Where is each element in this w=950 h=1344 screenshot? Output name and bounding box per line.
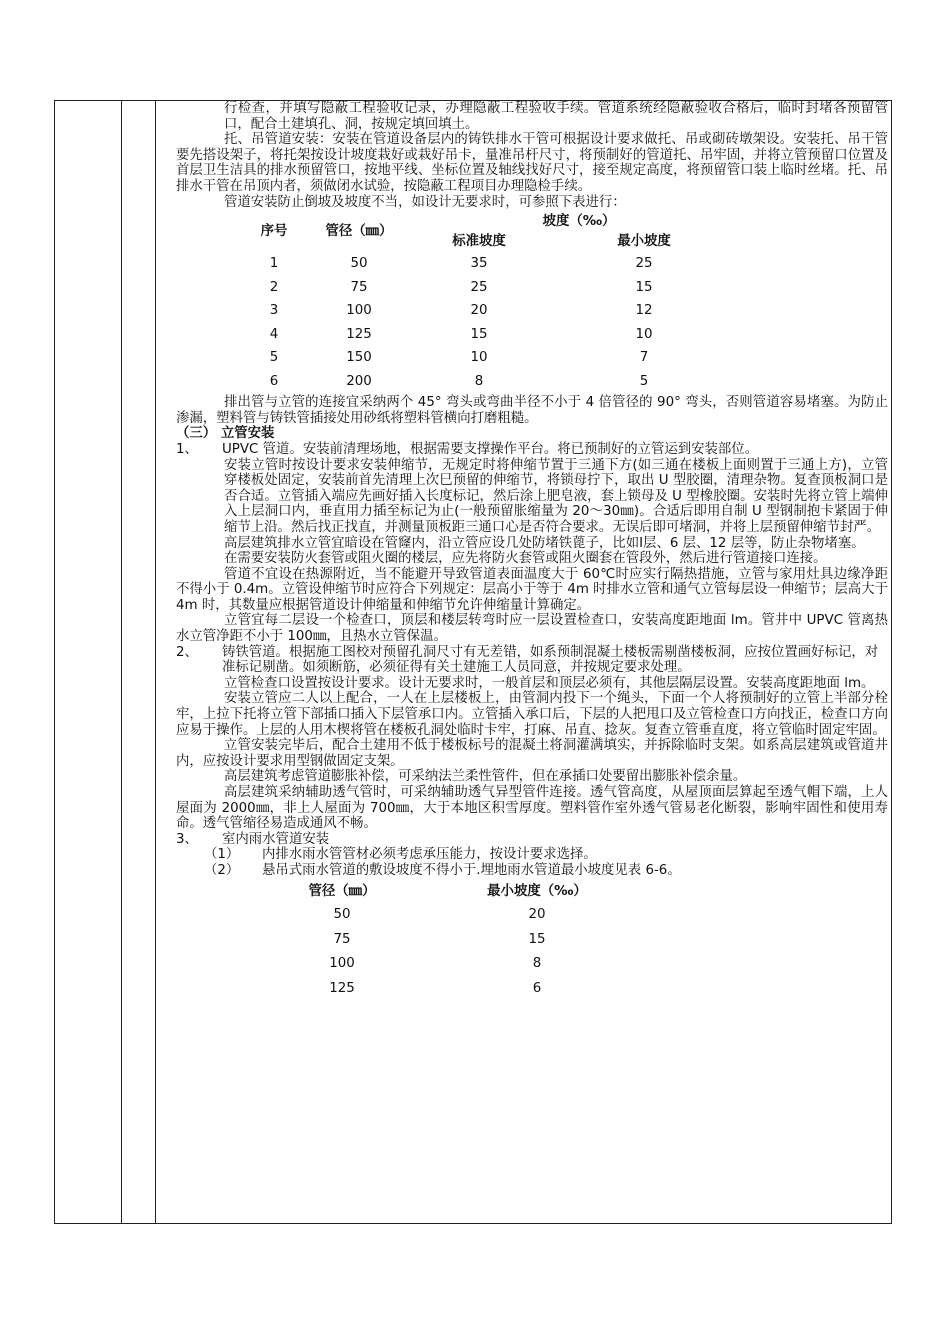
paragraph: 立管安装完毕后，配合土建用不低于楼板标号的混凝土将洞灌满填实，并拆除临时支架。如系高层建筑或管道井内，应按设计要求用型钢做固定支架。 bbox=[176, 738, 888, 769]
table-row bbox=[244, 252, 744, 276]
table-row bbox=[272, 976, 662, 1001]
table-row bbox=[272, 927, 662, 952]
document-body bbox=[176, 101, 888, 1001]
table-row bbox=[244, 346, 744, 370]
cell: 6 bbox=[532, 980, 542, 996]
sub-item-2 bbox=[176, 863, 888, 879]
item-text: 铸铁管道。根据施工图校对预留孔洞尺寸有无差错，如系预制混凝土楼板需剔凿楼板洞，应按位置画好标记，对准标记剔凿。如须断筋，必须征得有关土建施工人员同意，并按规定要求处理。 bbox=[222, 644, 879, 676]
cell: 20 bbox=[528, 907, 546, 923]
paragraph: 立管宜每二层设一个检查口，顶层和楼层转弯时应一层设置检查口，安装高度距地面 lm。管井中 UPVC 管离热水立管净距不小于 100㎜，且热水立管保温。 bbox=[176, 613, 888, 645]
cell: 12 bbox=[635, 303, 653, 319]
cell: 10 bbox=[470, 350, 488, 366]
sub-item-number: （1） bbox=[204, 847, 240, 863]
paragraph: 立管检查口设置按设计要求。设计无要求时，一般首层和顶层必须有，其他层隔层设置。安装高度距地面 lm。 bbox=[224, 675, 875, 691]
table-row bbox=[272, 903, 662, 928]
cell: 200 bbox=[346, 373, 372, 389]
cell: 125 bbox=[329, 980, 355, 996]
cell: 150 bbox=[346, 350, 372, 366]
cell: 4 bbox=[269, 326, 279, 342]
paragraph: 管道不宜设在热源附近，当不能避开导致管道表面温度大于 60℃时应实行隔热措施，立管与家用灶具边缘净距不得小于 0.4m。立管设伸缩节时应符合下列规定：层高小于等于 4m 时排水立管和通气立管每层设一伸缩节；层高大于 4m 时，其数量应根据管道设计伸缩量和伸缩节允许伸缩量计算确定。 bbox=[176, 566, 888, 613]
numbered-item-3 bbox=[176, 832, 888, 848]
numbered-item-2 bbox=[176, 645, 888, 676]
cell: 1 bbox=[269, 256, 279, 272]
paragraph: 在需要安装防火套管或阻火圈的楼层，应先将防火套管或阻火圈套在管段外，然后进行管道接口连接。 bbox=[224, 551, 827, 567]
paragraph: 高层建筑考虑管道膨胀补偿，可采纳法兰柔性管件，但在承插口处要留出膨胀补偿余量。 bbox=[224, 769, 747, 785]
table-row bbox=[244, 370, 744, 394]
col-header-min-slope: 最小坡度（‰） bbox=[487, 883, 587, 899]
column-divider-left bbox=[121, 101, 122, 1223]
cell: 15 bbox=[635, 279, 653, 295]
cell: 5 bbox=[639, 373, 649, 389]
cell: 3 bbox=[269, 303, 279, 319]
cell: 5 bbox=[269, 350, 279, 366]
cell: 7 bbox=[639, 350, 649, 366]
cell: 6 bbox=[269, 373, 279, 389]
col-header-diameter: 管径（㎜） bbox=[308, 883, 376, 899]
cell: 20 bbox=[470, 303, 488, 319]
item-text: UPVC 管道。安装前清理场地，根据需要支撑操作平台。将已预制好的立管运到安装部位。 bbox=[222, 441, 759, 457]
cell: 8 bbox=[474, 373, 484, 389]
paragraph: 行检查，并填写隐蔽工程验收记录，办理隐蔽工程验收手续。管道系统经隐蔽验收合格后，临时封堵各预留管口，配合土建填孔、洞，按规定填回填土。 bbox=[224, 101, 888, 132]
sub-item-number: （2） bbox=[204, 862, 240, 878]
cell: 35 bbox=[470, 256, 488, 272]
paragraph: 安装立管时按设计要求安装伸缩节，无规定时将伸缩节置于三通下方(如三通在楼板上面则置于三通上方)，立管穿楼板处固定，安装前首先清理上次巳预留的伸缩节，将锁母拧下，取出 U 型胶圈，清理杂物。复查顶板洞口是否合适。立管插入端应先画好插入长度标记，然后涂上肥皂液，套上锁母及 U 型橡胶圈。安装时先将立管上端伸入上层洞口内，垂直用力插至标记为止(一般预留胀缩量为 20～30㎜)。合适后即用自制 U 型钢制抱卡紧固于伸缩节上沿。然后找正找直，并测量顶板距三通口心是否符合要求。无误后即可堵洞，并将上层预留伸缩节封严。 bbox=[224, 457, 888, 535]
col-header-no: 序号 bbox=[260, 224, 288, 240]
cell: 75 bbox=[333, 931, 351, 947]
numbered-item-1 bbox=[176, 442, 888, 458]
cell: 8 bbox=[532, 956, 542, 972]
item-number: 1、 bbox=[176, 441, 198, 457]
cell: 75 bbox=[350, 279, 368, 295]
column-divider-right bbox=[155, 101, 156, 1223]
sub-item-text: 内排水雨水管管材必须考虑承压能力，按设计要求选择。 bbox=[262, 847, 597, 863]
table-row bbox=[244, 323, 744, 347]
paragraph: 高层建筑排水立管宜暗设在管窿内，沿立管应设几处防堵铁蓖子，比如Ⅰ层、6 层、12 层等，防止杂物堵塞。 bbox=[224, 535, 865, 551]
paragraph: 安装立管应二人以上配合，一人在上层楼板上，由管洞内投下一个绳头，下面一个人将预制好的立管上半部分栓牢，上拉下托将立管下部插口插入下层管承口内。立管插入承口后，下层的人把甩口及立管检查口方向找正，检查口方向应易于操作。上层的人用木楔将管在楼板孔洞处临时卡牢，打麻、吊直、捻灰。复查立管垂直度，将立管临时固定牢固。 bbox=[176, 691, 888, 738]
cell: 15 bbox=[528, 931, 546, 947]
col-header-diameter: 管径（㎜） bbox=[325, 224, 393, 240]
table-row bbox=[272, 952, 662, 977]
paragraph: 高层建筑采纳辅助透气管时，可采纳辅助透气异型管件连接。透气管高度，从屋顶面层算起至透气帽下端，上人屋面为 2000㎜，非上人屋面为 700㎜，大于本地区积雪厚度。塑料管作室外透气管易老化断裂，影响牢固性和使用寿命。透气管缩径易造成通风不畅。 bbox=[176, 785, 888, 832]
cell: 100 bbox=[329, 956, 355, 972]
cell: 125 bbox=[346, 326, 372, 342]
cell: 50 bbox=[350, 256, 368, 272]
col-header-slope: 坡度（‰） bbox=[542, 214, 616, 230]
cell: 15 bbox=[470, 326, 488, 342]
table-row bbox=[244, 276, 744, 300]
paragraph: 管道安装防止倒坡及坡度不当，如设计无要求时，可参照下表进行： bbox=[224, 194, 626, 210]
sub-item-1 bbox=[176, 847, 888, 863]
rain-pipe-slope-table bbox=[272, 881, 662, 1001]
item-number: 2、 bbox=[176, 644, 198, 660]
sub-item-text: 悬吊式雨水管道的敷设坡度不得小于.埋地雨水管道最小坡度见表 6-6。 bbox=[262, 862, 681, 878]
table-row bbox=[244, 299, 744, 323]
cell: 2 bbox=[269, 279, 279, 295]
cell: 100 bbox=[346, 303, 372, 319]
item-text: 室内雨水管道安装 bbox=[222, 831, 330, 847]
cell: 50 bbox=[333, 907, 351, 923]
item-number: 3、 bbox=[176, 831, 198, 847]
slope-table bbox=[244, 212, 744, 393]
paragraph: 排出管与立管的连接宜采纳两个 45° 弯头或弯曲半径不小于 4 倍管径的 90° 弯头，否则管道容易堵塞。为防止渗漏，塑料管与铸铁管插接处用砂纸将塑料管横向打磨粗糙。 bbox=[176, 395, 888, 426]
cell: 10 bbox=[635, 326, 653, 342]
cell: 25 bbox=[470, 279, 488, 295]
col-header-standard-slope: 标准坡度 bbox=[452, 234, 506, 250]
col-header-min-slope: 最小坡度 bbox=[617, 234, 671, 250]
section-heading: （三） 立管安装 bbox=[176, 426, 275, 442]
cell: 25 bbox=[635, 256, 653, 272]
paragraph: 托、吊管道安装：安装在管道设备层内的铸铁排水干管可根据设计要求做托、吊或砌砖墩架设。安装托、吊干管要先搭设架子，将托架按设计坡度栽好或栽好吊卡，量准吊杆尺寸，将预制好的管道托、吊牢固，并将立管预留口位置及首层卫生洁具的排水预留管口，按地平线、坐标位置及轴线找好尺寸，接至规定高度，将预留管口装上临时丝堵。托、吊排水干管在吊顶内者，须做闭水试验，按隐蔽工程项目办理隐检手续。 bbox=[176, 132, 888, 194]
